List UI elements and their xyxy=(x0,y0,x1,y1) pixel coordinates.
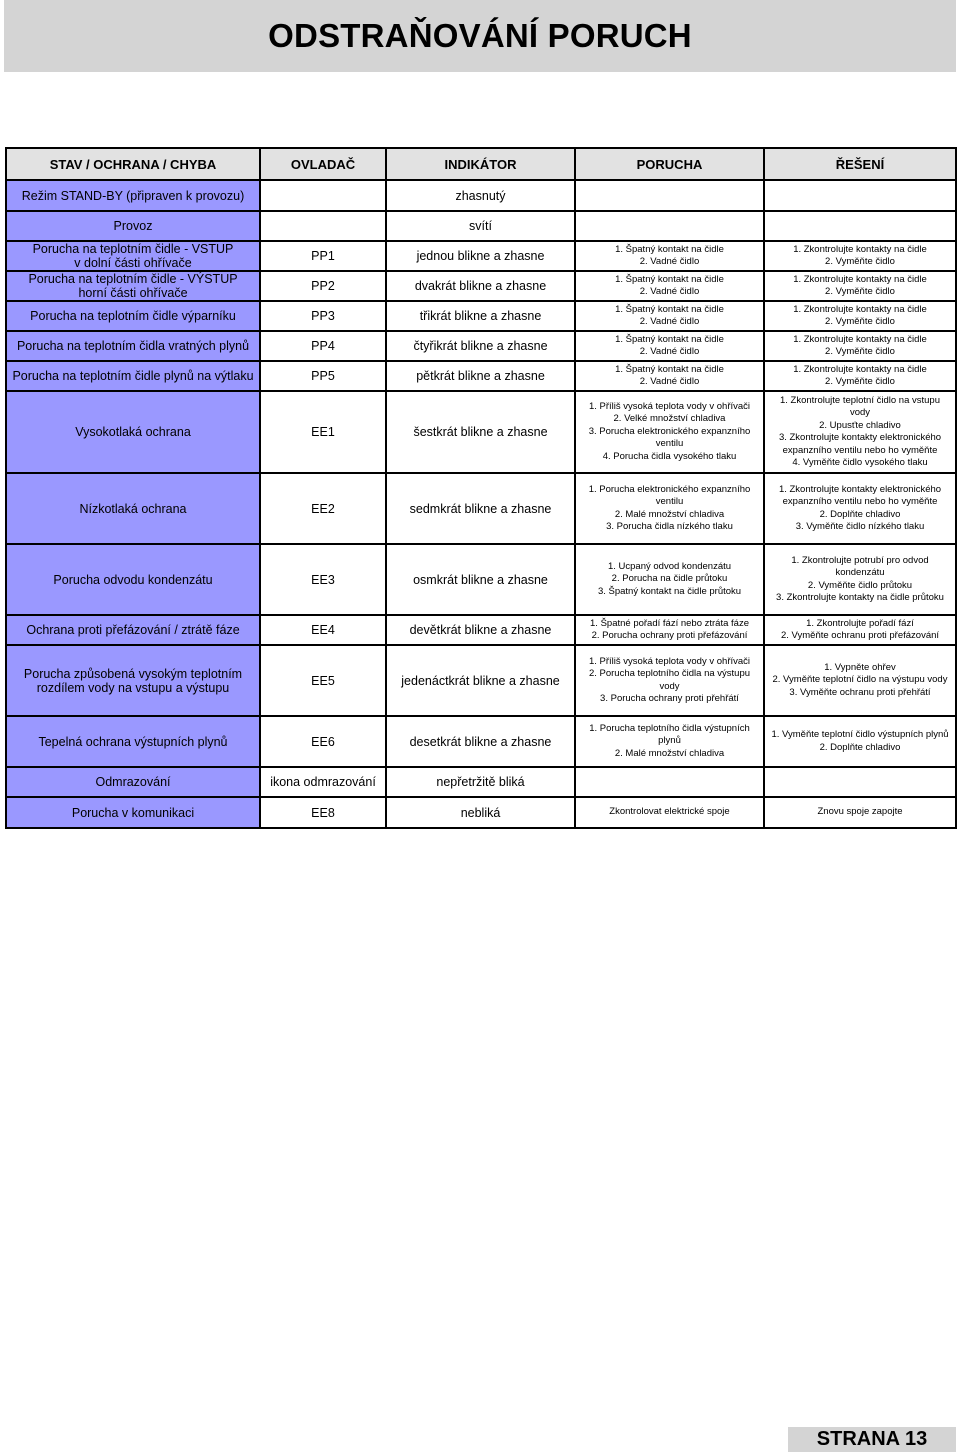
controller-cell: PP4 xyxy=(260,331,386,361)
cell-line: 1. Zkontrolujte kontakty na čidle xyxy=(793,273,927,285)
cell-line: 2. Upusťte chladivo xyxy=(819,419,901,431)
indicator-cell: sedmkrát blikne a zhasne xyxy=(386,473,575,544)
table-row xyxy=(6,391,956,473)
controller-cell: EE4 xyxy=(260,615,386,645)
cell-line: 3. Porucha čidla nízkého tlaku xyxy=(606,521,733,532)
cell-line: 2. Vadné čidlo xyxy=(639,316,700,327)
table-row xyxy=(6,180,956,211)
cell-line: 3. Vyměňte ochranu proti přehřátí xyxy=(789,686,931,698)
cell-line: Porucha v komunikaci xyxy=(71,805,195,820)
header-indicator: INDIKÁTOR xyxy=(386,148,575,180)
cell-line: Porucha na teplotním čidle plynů na výtlaku xyxy=(12,369,254,383)
cell-line: Tepelná ochrana výstupních plynů xyxy=(38,734,228,749)
cell-line: Porucha na teplotním čidla vratných plynů xyxy=(16,339,250,353)
state-cell xyxy=(6,391,260,473)
fix-cell xyxy=(764,391,956,473)
indicator-cell: zhasnutý xyxy=(386,180,575,211)
fault-cell xyxy=(575,716,764,767)
cell-line: 1. Vypněte ohřev xyxy=(824,661,896,673)
cell-line: Vysokotlaká ochrana xyxy=(75,425,191,439)
fault-cell xyxy=(575,271,764,301)
controller-cell: EE6 xyxy=(260,716,386,767)
state-cell xyxy=(6,241,260,271)
cell-line: Porucha odvodu kondenzátu xyxy=(53,572,213,587)
page-number: STRANA 13 xyxy=(788,1427,956,1452)
fault-cell xyxy=(575,544,764,615)
fix-cell xyxy=(764,615,956,645)
cell-line: Porucha na teplotním čidle - VÝSTUP xyxy=(28,272,238,286)
indicator-cell: dvakrát blikne a zhasne xyxy=(386,271,575,301)
controller-cell: EE2 xyxy=(260,473,386,544)
cell-line: expanzního ventilu nebo ho vyměňte xyxy=(782,496,938,507)
title-bar xyxy=(4,0,956,72)
state-cell xyxy=(6,544,260,615)
fault-cell xyxy=(575,180,764,211)
table-header-row xyxy=(6,148,956,180)
cell-line: 2. Vadné čidlo xyxy=(639,376,700,387)
cell-line: v dolní části ohřívače xyxy=(74,256,192,270)
cell-line: 1. Porucha elektronického expanzního xyxy=(588,483,751,495)
cell-line: rozdílem vody na vstupu a výstupu xyxy=(36,680,230,695)
cell-line: plynů xyxy=(658,735,681,747)
cell-line: 2. Porucha teplotního čidla na výstupu xyxy=(588,668,751,679)
cell-line: 2. Vyměňte čidlo xyxy=(825,346,895,357)
fault-cell xyxy=(575,301,764,331)
state-cell xyxy=(6,331,260,361)
cell-line: ventilu xyxy=(655,438,684,450)
cell-line: 1. Zkontrolujte pořadí fází xyxy=(806,617,914,629)
cell-line: 2. Doplňte chladivo xyxy=(819,508,901,520)
cell-line: 1. Špatné pořadí fází nebo ztráta fáze xyxy=(590,617,749,629)
cell-line: ventilu xyxy=(655,496,684,507)
state-cell xyxy=(6,211,260,241)
cell-line: 3. Porucha ochrany proti přehřátí xyxy=(600,693,739,704)
cell-line: 2. Vadné čidlo xyxy=(639,256,700,267)
cell-line: Porucha na teplotním čidle - VSTUP xyxy=(32,242,234,256)
state-cell xyxy=(6,645,260,716)
header-fix: ŘEŠENÍ xyxy=(764,148,956,180)
table-row xyxy=(6,473,956,544)
table-row xyxy=(6,241,956,271)
header-fault: PORUCHA xyxy=(575,148,764,180)
cell-line: 1. Špatný kontakt na čidle xyxy=(615,243,724,255)
fault-cell xyxy=(575,361,764,391)
cell-line: 2. Malé množství chladiva xyxy=(614,508,725,520)
indicator-cell: nebliká xyxy=(386,797,575,828)
table-row xyxy=(6,301,956,331)
fix-cell xyxy=(764,271,956,301)
indicator-cell: nepřetržitě bliká xyxy=(386,767,575,797)
cell-line: 1. Ucpaný odvod kondenzátu xyxy=(607,560,732,572)
controller-cell: EE3 xyxy=(260,544,386,615)
table-row xyxy=(6,645,956,716)
cell-line: 2. Vadné čidlo xyxy=(639,346,700,357)
fault-cell xyxy=(575,211,764,241)
table-row xyxy=(6,331,956,361)
controller-cell: EE8 xyxy=(260,797,386,828)
cell-line: 2. Vyměňte teplotní čidlo na výstupu vody xyxy=(772,674,948,686)
state-cell xyxy=(6,615,260,645)
state-cell xyxy=(6,180,260,211)
cell-line: 1. Špatný kontakt na čidle xyxy=(615,363,724,375)
cell-line: 1. Zkontrolujte kontakty na čidle xyxy=(793,363,927,375)
table-row xyxy=(6,361,956,391)
fix-cell xyxy=(764,473,956,544)
cell-line: 3. Špatný kontakt na čidle průtoku xyxy=(597,585,742,597)
cell-line: Ochrana proti přefázování / ztrátě fáze xyxy=(26,623,240,637)
table-row xyxy=(6,716,956,767)
cell-line: 2. Vyměňte čidlo xyxy=(825,256,895,267)
cell-line: 3. Vyměňte čidlo nízkého tlaku xyxy=(795,521,925,532)
cell-line: expanzního ventilu nebo ho vyměňte xyxy=(782,444,938,456)
indicator-cell: desetkrát blikne a zhasne xyxy=(386,716,575,767)
cell-line: 2. Porucha na čidle průtoku xyxy=(611,573,728,585)
cell-line: 2. Doplňte chladivo xyxy=(819,741,901,753)
table-row xyxy=(6,271,956,301)
cell-line: 4. Porucha čidla vysokého tlaku xyxy=(602,450,737,462)
state-cell xyxy=(6,301,260,331)
state-cell xyxy=(6,797,260,828)
header-state: STAV / OCHRANA / CHYBA xyxy=(6,148,260,180)
cell-line: Zkontrolovat elektrické spoje xyxy=(609,806,730,818)
controller-cell: PP1 xyxy=(260,241,386,271)
fix-cell xyxy=(764,361,956,391)
controller-cell xyxy=(260,180,386,211)
controller-cell: PP5 xyxy=(260,361,386,391)
cell-line: vody xyxy=(849,407,871,418)
fault-cell xyxy=(575,797,764,828)
cell-line: Nízkotlaká ochrana xyxy=(79,501,187,516)
cell-line: 2. Porucha ochrany proti přefázování xyxy=(591,630,748,641)
cell-line: 2. Vyměňte ochranu proti přefázování xyxy=(780,630,940,641)
table-row xyxy=(6,767,956,797)
cell-line: 1. Zkontrolujte teplotní čidlo na vstupu xyxy=(779,394,940,406)
cell-line: 1. Zkontrolujte kontakty na čidle xyxy=(793,243,927,255)
table-row xyxy=(6,211,956,241)
indicator-cell: svítí xyxy=(386,211,575,241)
cell-line: 2. Vyměňte čidlo xyxy=(825,376,895,387)
indicator-cell: šestkrát blikne a zhasne xyxy=(386,391,575,473)
indicator-cell: osmkrát blikne a zhasne xyxy=(386,544,575,615)
cell-line: 1. Příliš vysoká teplota vody v ohřívači xyxy=(588,655,751,667)
cell-line: 2. Malé množství chladiva xyxy=(614,747,725,759)
indicator-cell: čtyřikrát blikne a zhasne xyxy=(386,331,575,361)
state-cell xyxy=(6,473,260,544)
fix-cell xyxy=(764,645,956,716)
controller-cell: EE5 xyxy=(260,645,386,716)
table-body xyxy=(6,180,956,828)
cell-line: 1. Špatný kontakt na čidle xyxy=(615,273,724,285)
cell-line: 1. Zkontrolujte kontakty na čidle xyxy=(793,303,927,315)
fix-cell xyxy=(764,241,956,271)
controller-cell: ikona odmrazování xyxy=(260,767,386,797)
cell-line: kondenzátu xyxy=(835,567,885,578)
cell-line: 1. Zkontrolujte potrubí pro odvod xyxy=(791,554,929,566)
page-title: ODSTRAŇOVÁNÍ PORUCH xyxy=(268,17,692,54)
fault-cell xyxy=(575,241,764,271)
cell-line: 3. Zkontrolujte kontakty elektronického xyxy=(778,432,942,443)
state-cell xyxy=(6,361,260,391)
state-cell xyxy=(6,271,260,301)
fault-cell xyxy=(575,767,764,797)
cell-line: Porucha na teplotním čidle výparníku xyxy=(30,309,236,323)
cell-line: 2. Velké množství chladiva xyxy=(613,413,726,425)
troubleshooting-table xyxy=(5,147,957,829)
fault-cell xyxy=(575,645,764,716)
controller-cell: PP2 xyxy=(260,271,386,301)
cell-line: 1. Špatný kontakt na čidle xyxy=(615,303,724,315)
cell-line: 1. Špatný kontakt na čidle xyxy=(615,333,724,345)
cell-line: horní části ohřívače xyxy=(78,286,188,300)
fix-cell xyxy=(764,544,956,615)
header-controller: OVLADAČ xyxy=(260,148,386,180)
fix-cell xyxy=(764,716,956,767)
table-row xyxy=(6,797,956,828)
fault-cell xyxy=(575,331,764,361)
fault-cell xyxy=(575,615,764,645)
cell-line: Odmrazování xyxy=(95,775,171,789)
cell-line: 1. Příliš vysoká teplota vody v ohřívači xyxy=(588,400,751,412)
state-cell xyxy=(6,716,260,767)
fix-cell xyxy=(764,180,956,211)
indicator-cell: jednou blikne a zhasne xyxy=(386,241,575,271)
cell-line: 1. Zkontrolujte kontakty elektronického xyxy=(778,483,942,495)
cell-line: 2. Vyměňte čidlo xyxy=(825,316,895,327)
indicator-cell: pětkrát blikne a zhasne xyxy=(386,361,575,391)
controller-cell: PP3 xyxy=(260,301,386,331)
cell-line: 4. Vyměňte čidlo vysokého tlaku xyxy=(792,457,928,468)
cell-line: 2. Vyměňte čidlo xyxy=(825,286,895,297)
cell-line: 1. Vyměňte teplotní čidlo výstupních plynů xyxy=(771,729,949,740)
fix-cell xyxy=(764,301,956,331)
cell-line: Znovu spoje zapojte xyxy=(817,806,903,818)
cell-line: 2. Vadné čidlo xyxy=(639,286,700,297)
indicator-cell: třikrát blikne a zhasne xyxy=(386,301,575,331)
state-cell xyxy=(6,767,260,797)
fix-cell xyxy=(764,797,956,828)
cell-line: Provoz xyxy=(113,219,153,233)
cell-line: 2. Vyměňte čidlo průtoku xyxy=(807,579,913,591)
controller-cell xyxy=(260,211,386,241)
cell-line: Porucha způsobená vysokým teplotním xyxy=(23,666,243,681)
fix-cell xyxy=(764,331,956,361)
table-row xyxy=(6,544,956,615)
cell-line: 3. Zkontrolujte kontakty na čidle průtoku xyxy=(776,592,944,603)
cell-line: Režim STAND-BY (připraven k provozu) xyxy=(21,188,245,203)
fix-cell xyxy=(764,211,956,241)
table-row xyxy=(6,615,956,645)
fix-cell xyxy=(764,767,956,797)
indicator-cell: devětkrát blikne a zhasne xyxy=(386,615,575,645)
fault-cell xyxy=(575,391,764,473)
cell-line: 1. Zkontrolujte kontakty na čidle xyxy=(793,333,927,345)
controller-cell: EE1 xyxy=(260,391,386,473)
cell-line: 3. Porucha elektronického expanzního xyxy=(588,425,751,437)
cell-line: vody xyxy=(659,680,680,692)
indicator-cell: jedenáctkrát blikne a zhasne xyxy=(386,645,575,716)
cell-line: 1. Porucha teplotního čidla výstupních xyxy=(589,722,750,734)
fault-cell xyxy=(575,473,764,544)
